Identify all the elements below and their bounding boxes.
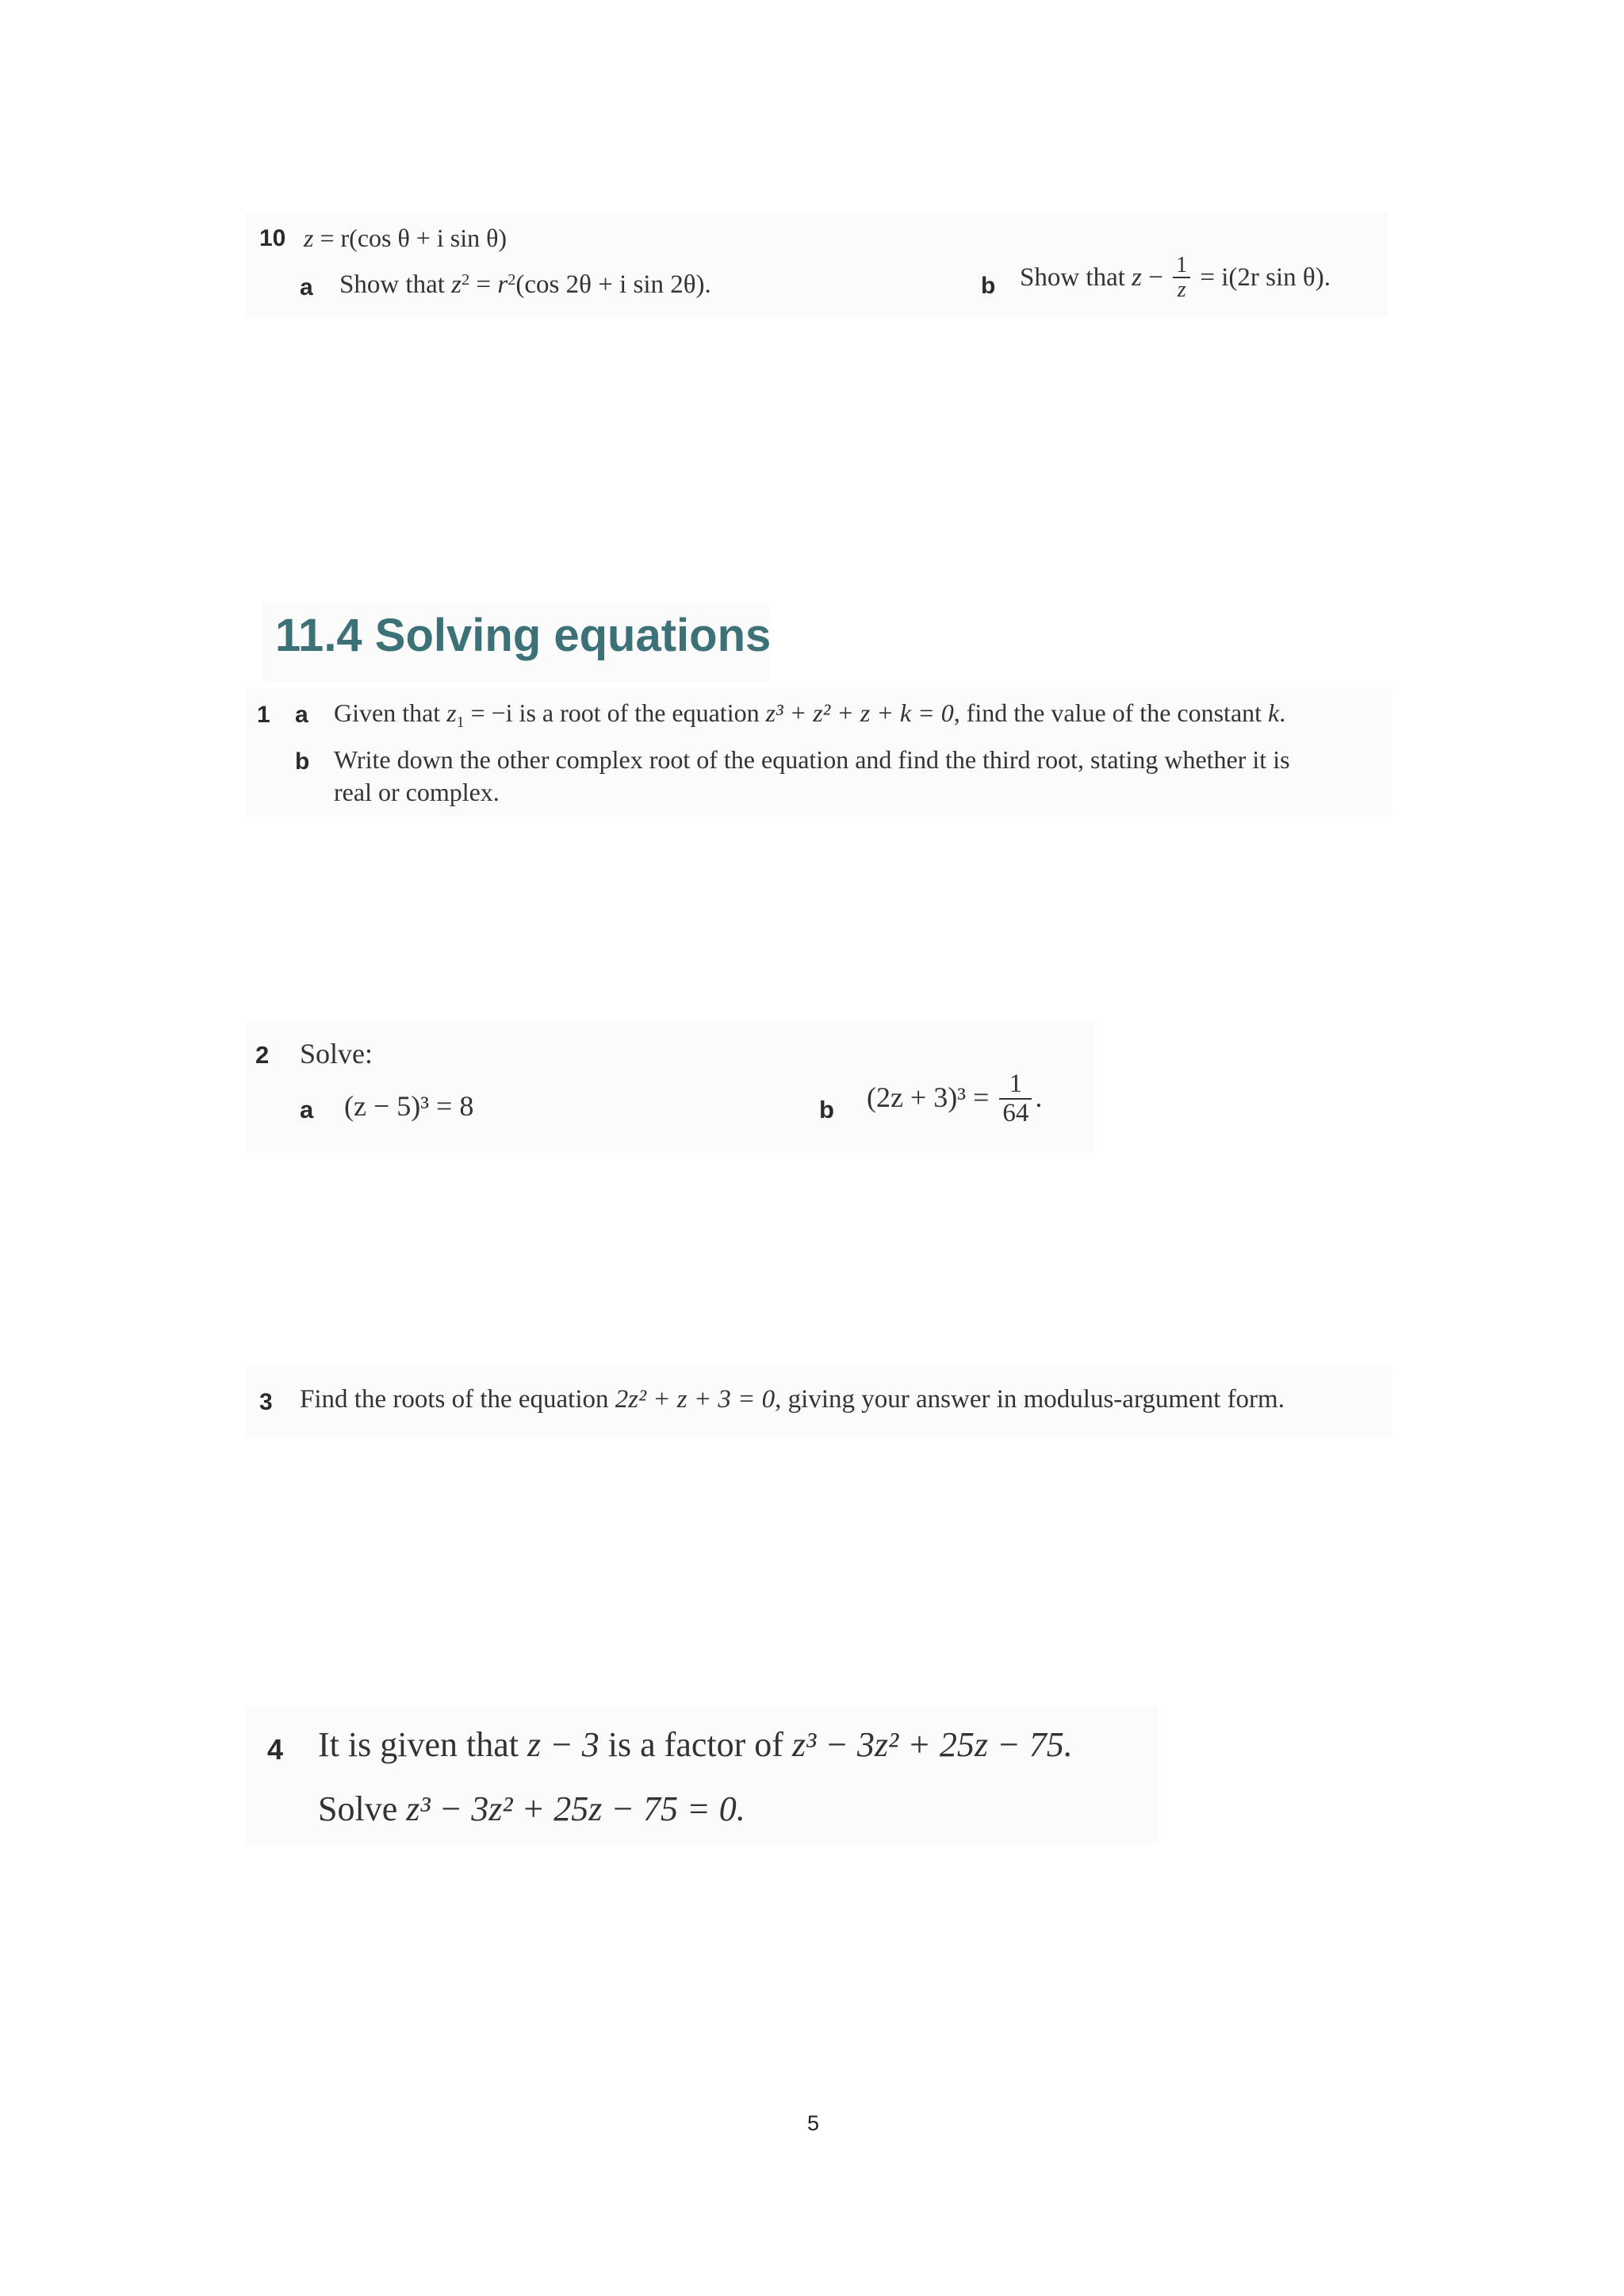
q4-line1 xyxy=(318,1724,1073,1765)
q10b-rhs: i(2r sin θ). xyxy=(1221,262,1331,292)
q2a-label: a xyxy=(300,1096,314,1123)
q10b-eq: = xyxy=(1193,262,1222,292)
q10-stem-eq: = xyxy=(313,224,341,252)
q2b-text xyxy=(867,1072,1042,1128)
q10a-label: a xyxy=(300,274,313,300)
q1-number: 1 xyxy=(257,702,270,728)
q4-line2-text: Solve xyxy=(318,1789,407,1828)
q10b-show-that: Show that xyxy=(1020,262,1132,292)
q10b-var: z xyxy=(1132,262,1143,292)
q3-equation: 2z² + z + 3 = 0 xyxy=(615,1385,776,1414)
q10b-frac-num: 1 xyxy=(1173,254,1190,278)
q2b-end: . xyxy=(1035,1081,1043,1113)
q10b-minus: − xyxy=(1142,262,1170,292)
q4-number: 4 xyxy=(267,1733,284,1766)
q1b-label: b xyxy=(295,748,310,775)
q10a-r: r xyxy=(497,270,508,299)
q2-number: 2 xyxy=(255,1041,270,1069)
q4-line2 xyxy=(318,1789,745,1829)
q2-stem: Solve: xyxy=(300,1038,373,1070)
q10-number: 10 xyxy=(259,225,286,251)
q4-equation: z³ − 3z² + 25z − 75 = 0. xyxy=(406,1789,745,1828)
q2b-frac-num: 1 xyxy=(999,1070,1032,1100)
q10a-rexp: 2 xyxy=(508,270,516,289)
q10b-frac-den: z xyxy=(1177,277,1186,303)
q4-polynomial: z³ − 3z² + 25z − 75. xyxy=(791,1725,1073,1764)
q3-text1: Find the roots of the equation xyxy=(300,1385,615,1414)
q10b-text xyxy=(1020,255,1331,304)
q1a-text2: = −i is a root of the equation xyxy=(464,698,766,727)
q1a-equation: z³ + z² + z + k = 0 xyxy=(765,698,954,727)
q2b-frac-den: 64 xyxy=(1002,1098,1029,1127)
q10a-rest: (cos 2θ + i sin 2θ). xyxy=(515,270,711,299)
q4-line1-mid: is a factor of xyxy=(599,1725,792,1764)
q10b-label: b xyxy=(981,273,996,299)
q4-line1-text: It is given that xyxy=(318,1725,527,1764)
section-title: 11.4 Solving equations xyxy=(275,610,772,661)
q1a-sub: 1 xyxy=(456,713,465,731)
q4-factor: z − 3 xyxy=(527,1725,599,1764)
q1a-text1: Given that xyxy=(334,698,447,727)
q2b-label: b xyxy=(819,1096,834,1123)
q3-text2: , giving your answer in modulus-argument form. xyxy=(775,1385,1285,1414)
q1a-text xyxy=(334,698,1286,731)
q10a-exp: 2 xyxy=(462,270,470,289)
q10a-eq: = xyxy=(469,270,498,299)
q1a-end: . xyxy=(1279,698,1286,727)
q2a-expr: (z − 5)³ = 8 xyxy=(344,1090,474,1122)
q10a-text xyxy=(339,270,711,300)
q1a-k: k xyxy=(1268,698,1280,727)
q10-stem xyxy=(304,224,507,253)
q10b-fraction xyxy=(1173,254,1190,302)
q3-number: 3 xyxy=(259,1389,273,1415)
q2b-lhs: (2z + 3)³ = xyxy=(867,1081,997,1113)
q1a-label: a xyxy=(295,702,308,728)
q3-text xyxy=(300,1385,1285,1414)
q10-stem-rhs: r(cos θ + i sin θ) xyxy=(340,224,508,252)
q1a-text3: , find the value of the constant xyxy=(953,698,1269,727)
q10a-show-that: Show that xyxy=(339,270,452,299)
q10a-var: z xyxy=(451,270,462,299)
page-number: 5 xyxy=(807,2111,820,2135)
q1b-line2: real or complex. xyxy=(334,778,500,806)
q1b-line1: Write down the other complex root of the equation and find the third root, stating whether it is xyxy=(334,745,1290,774)
q10-stem-var: z xyxy=(304,224,314,252)
q2b-fraction xyxy=(999,1070,1032,1127)
q1a-var: z xyxy=(446,698,457,727)
